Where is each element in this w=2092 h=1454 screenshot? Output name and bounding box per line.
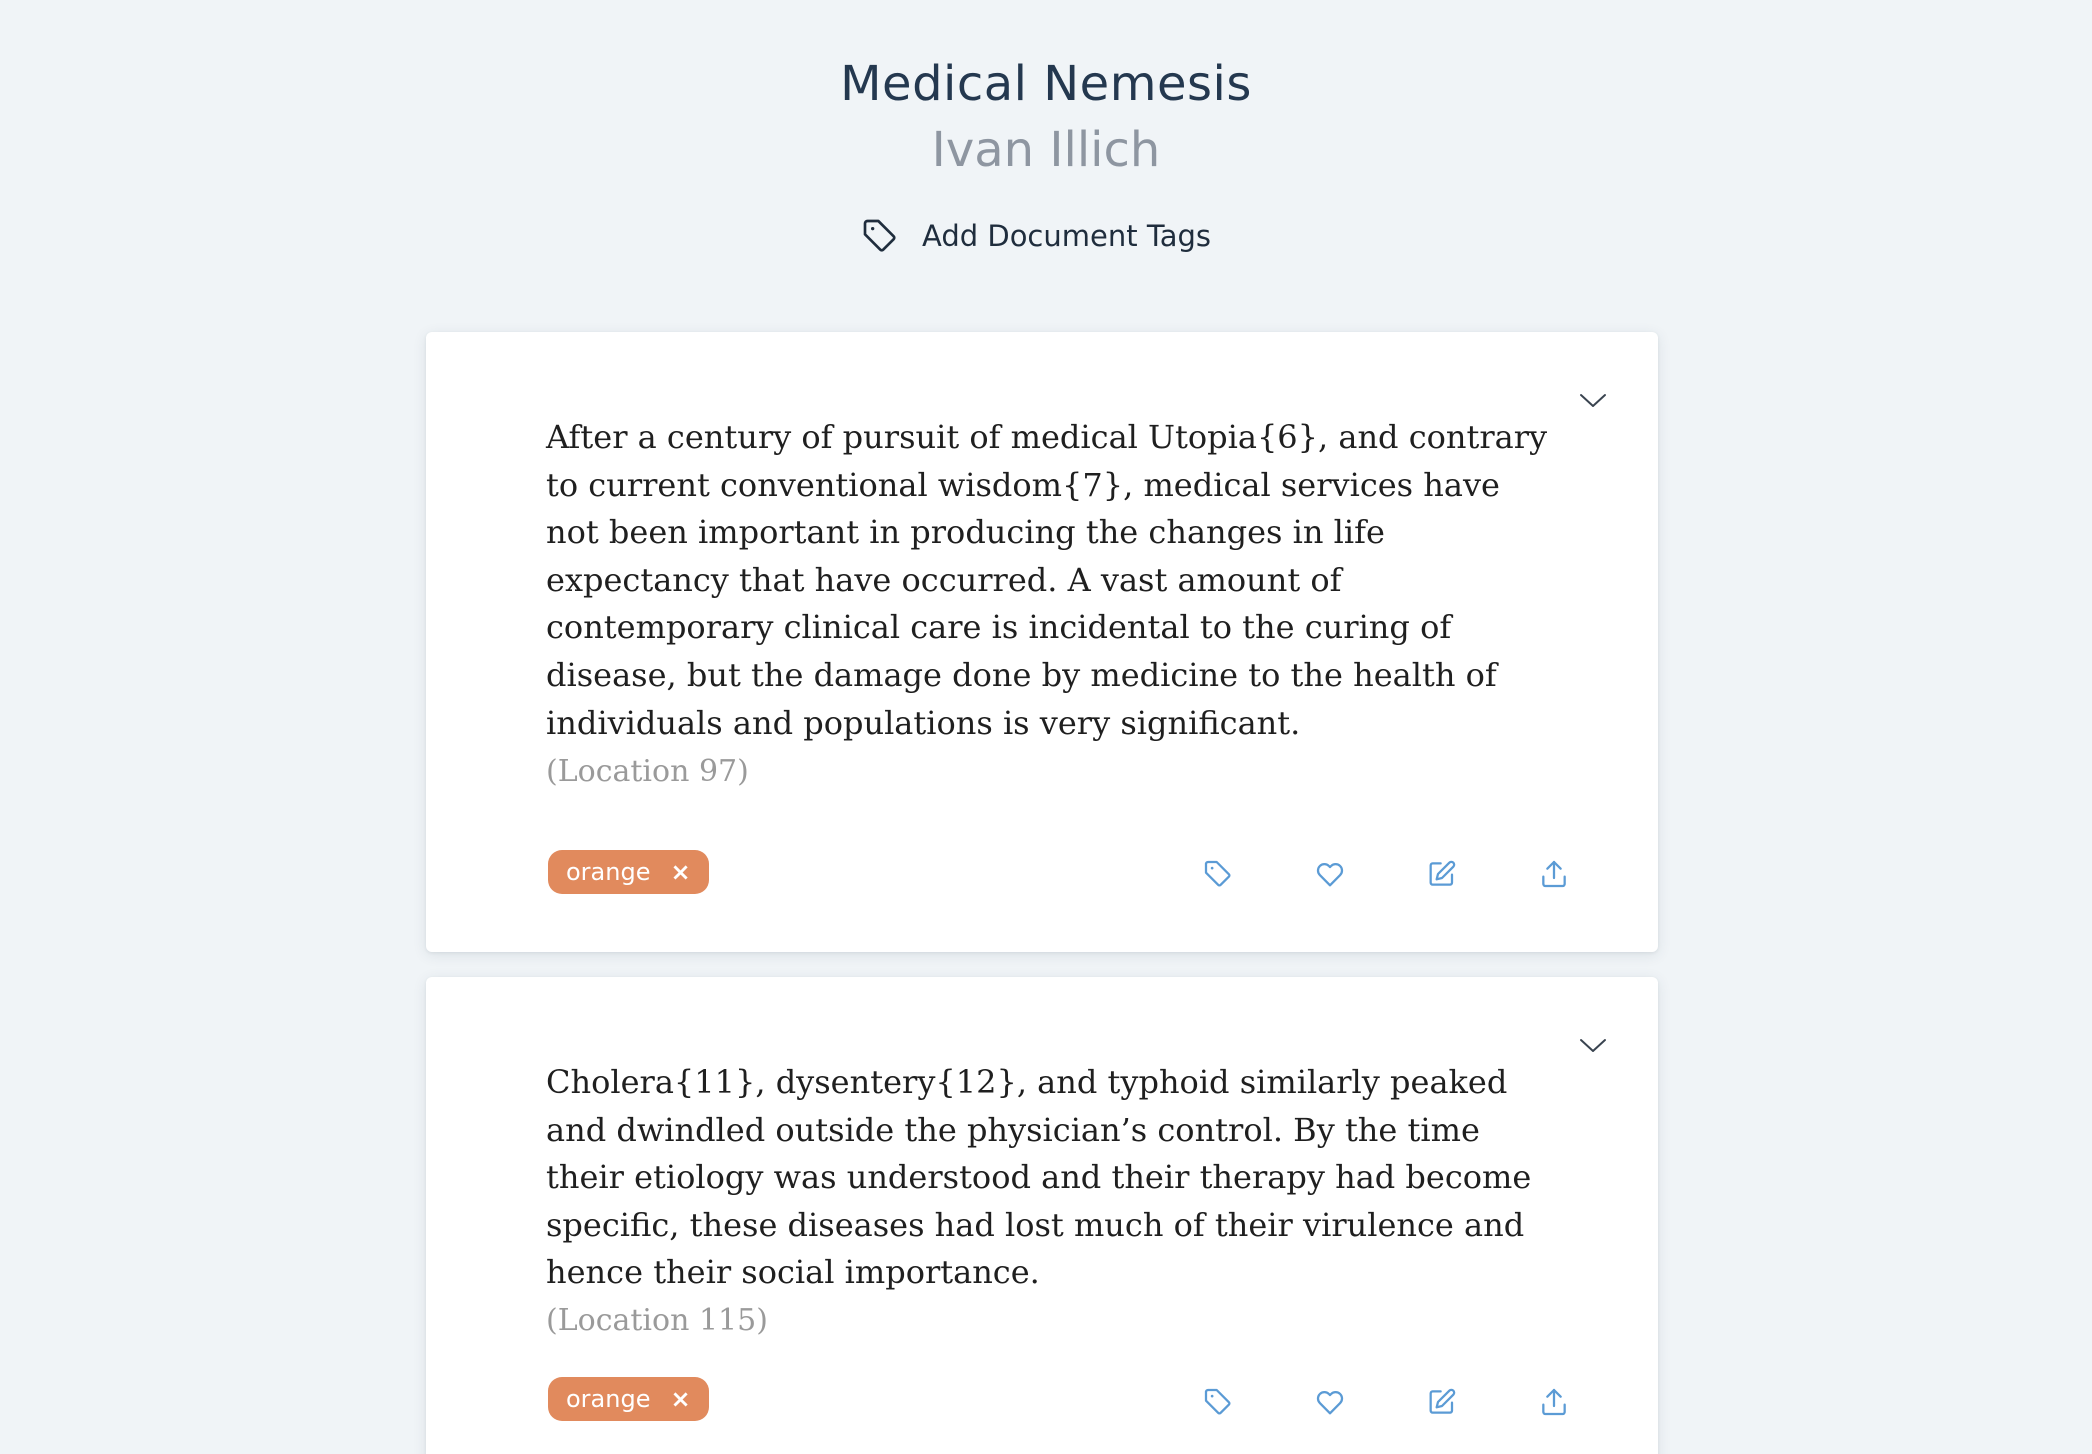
favorite-button[interactable] [1308, 1380, 1352, 1424]
highlight-card [426, 977, 1658, 1454]
share-button[interactable] [1532, 852, 1576, 896]
document-author: Ivan Illich [931, 122, 1161, 178]
chevron-down-icon[interactable] [1578, 1033, 1608, 1057]
highlight-location: (Location 115) [546, 1303, 768, 1338]
chevron-down-icon[interactable] [1578, 388, 1608, 412]
share-icon [1538, 858, 1570, 890]
heart-icon [1314, 858, 1346, 890]
close-icon[interactable]: × [670, 1385, 691, 1413]
highlight-actions [1196, 1380, 1576, 1424]
page-title: Medical Nemesis [840, 56, 1252, 112]
highlight-location: (Location 97) [546, 754, 749, 789]
share-button[interactable] [1532, 1380, 1576, 1424]
highlight-text: After a century of pursuit of medical Utopia{6}, and contrary to current conventional wisdom{7}, medical services have not been important in producing the changes in life expectancy that have occurred. A vast amount of contemporary clinical care is incidental to the curing of disease, but the damage done by medicine to the health of individuals and populations is very significant. [546, 418, 1548, 742]
heart-icon [1314, 1386, 1346, 1418]
tag-highlight-button[interactable] [1196, 1380, 1240, 1424]
tag-chip-orange [548, 1377, 709, 1421]
highlight-actions [1196, 852, 1576, 896]
add-document-tags-label: Add Document Tags [922, 219, 1212, 253]
tag-icon [860, 216, 900, 256]
share-icon [1538, 1386, 1570, 1418]
tag-chip-orange [548, 850, 709, 894]
tag-icon [1202, 858, 1234, 890]
edit-icon [1426, 858, 1458, 890]
add-document-tags-button[interactable] [860, 212, 1211, 260]
edit-button[interactable] [1420, 1380, 1464, 1424]
tag-icon [1202, 1386, 1234, 1418]
favorite-button[interactable] [1308, 852, 1352, 896]
tag-highlight-button[interactable] [1196, 852, 1240, 896]
edit-icon [1426, 1386, 1458, 1418]
highlight-text: Cholera{11}, dysentery{12}, and typhoid similarly peaked and dwindled outside the physician’s control. By the time their etiology was understood and their therapy had become specific, these diseases had lost much of their virulence and hence their social importance. [546, 1063, 1532, 1292]
highlight-card [426, 332, 1658, 952]
tag-chip-label: orange [566, 858, 651, 886]
tag-chip-label: orange [566, 1385, 651, 1413]
edit-button[interactable] [1420, 852, 1464, 896]
close-icon[interactable]: × [670, 858, 691, 886]
